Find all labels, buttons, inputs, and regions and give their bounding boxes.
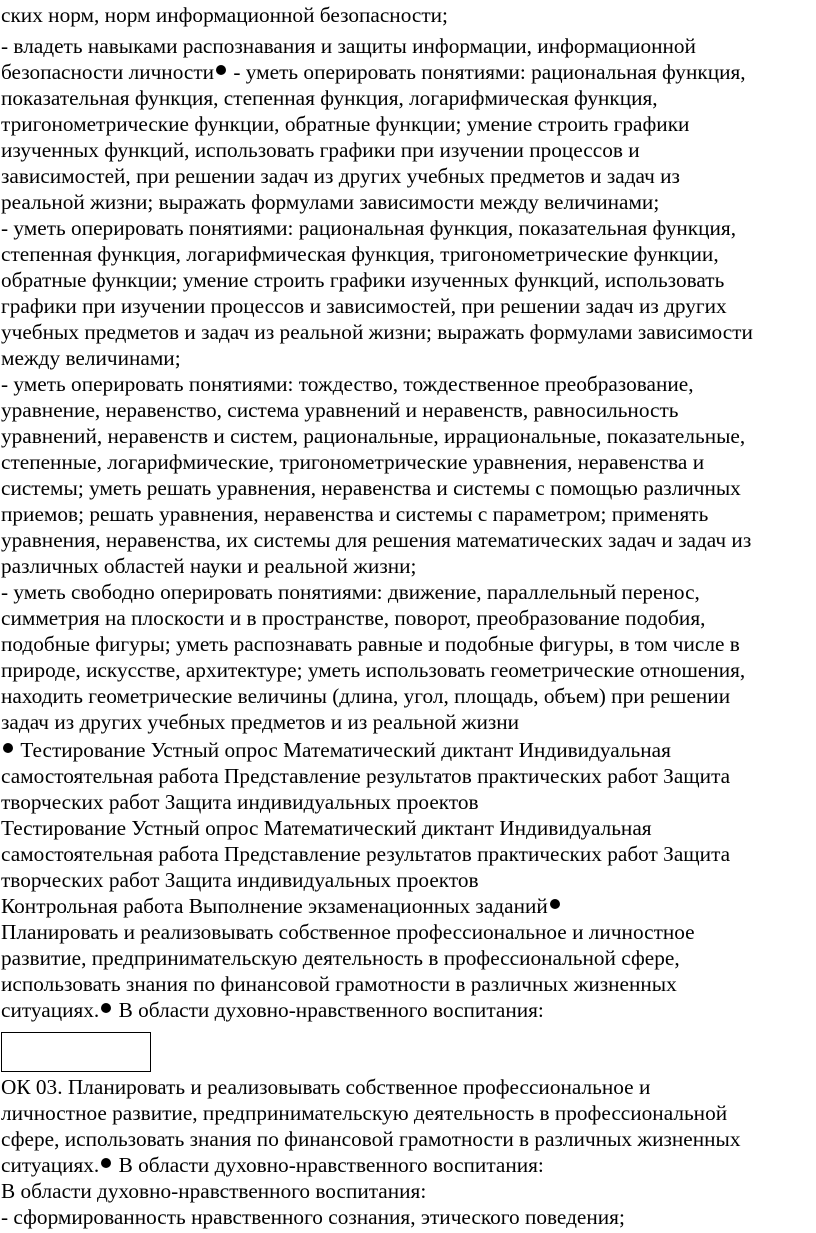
text-segment: ситуациях.: [1, 1153, 100, 1177]
text-line: - уметь оперировать понятиями: тождество, тождественное преобразование,: [1, 372, 694, 396]
text-line: подобные фигуры; уметь распознавать равные и подобные фигуры, в том числе в: [1, 632, 740, 656]
text-line: степенные, логарифмические, тригонометрические уравнения, неравенства и: [1, 450, 705, 474]
bullet-icon: [3, 743, 13, 753]
text-segment: ситуациях.: [1, 998, 100, 1022]
text-line: [1, 59, 746, 85]
text-line: приемов; решать уравнения, неравенства и системы с параметром; применять: [1, 502, 709, 526]
text-line: использовать знания по финансовой грамотности в различных жизненных: [1, 972, 677, 996]
text-line: - уметь оперировать понятиями: рациональная функция, показательная функция,: [1, 216, 737, 240]
text-line: изученных функций, использовать графики при изучении процессов и: [1, 138, 640, 162]
text-line: - уметь свободно оперировать понятиями: движение, параллельный перенос,: [1, 580, 700, 604]
text-line: самостоятельная работа Представление результатов практических работ Защита: [1, 764, 731, 788]
text-line: учебных предметов и задач из реальной жизни; выражать формулами зависимости: [1, 320, 753, 344]
bullet-icon: [101, 1158, 111, 1168]
bullet-icon: [216, 65, 226, 75]
text-line: творческих работ Защита индивидуальных проектов: [1, 868, 479, 892]
text-segment: - уметь оперировать понятиями: рациональная функция,: [228, 60, 746, 84]
text-line: развитие, предпринимательскую деятельность в профессиональной сфере,: [1, 946, 680, 970]
text-line: - владеть навыками распознавания и защиты информации, информационной: [1, 34, 696, 58]
text-line: Планировать и реализовывать собственное профессиональное и личностное: [1, 920, 695, 944]
text-segment: безопасности личности: [1, 60, 215, 84]
bullet-icon: [101, 1003, 111, 1013]
text-line: степенная функция, логарифмическая функция, тригонометрические функции,: [1, 242, 719, 266]
text-line: природе, искусстве, архитектуре; уметь использовать геометрические отношения,: [1, 658, 746, 682]
text-segment: Контрольная работа Выполнение экзаменационных заданий: [1, 894, 548, 918]
text-line: задач из других учебных предметов и из реальной жизни: [1, 710, 520, 734]
bullet-icon: [550, 899, 560, 909]
text-line: симметрия на плоскости и в пространстве, поворот, преобразование подобия,: [1, 606, 706, 630]
text-line: уравнений, неравенств и систем, рациональные, иррациональные, показательные,: [1, 424, 746, 448]
text-line: творческих работ Защита индивидуальных проектов: [1, 790, 479, 814]
text-line: реальной жизни; выражать формулами зависимости между величинами;: [1, 190, 660, 214]
text-line: личностное развитие, предпринимательскую деятельность в профессиональной: [1, 1101, 728, 1125]
empty-table-cell: [1, 1032, 151, 1072]
text-segment: В области духовно-нравственного воспитания:: [113, 998, 544, 1022]
text-line: показательная функция, степенная функция, логарифмическая функция,: [1, 86, 658, 110]
text-line: [1, 737, 671, 763]
text-line: В области духовно-нравственного воспитания:: [1, 1179, 427, 1203]
text-line: ОК 03. Планировать и реализовывать собственное профессиональное и: [1, 1075, 651, 1099]
text-line: ских норм, норм информационной безопасности;: [1, 3, 448, 27]
text-line: [1, 997, 544, 1023]
text-line: различных областей науки и реальной жизни;: [1, 554, 417, 578]
text-line: системы; уметь решать уравнения, неравенства и системы с помощью различных: [1, 476, 741, 500]
text-line: графики при изучении процессов и зависимостей, при решении задач из других: [1, 294, 727, 318]
text-line: обратные функции; умение строить графики изученных функций, использовать: [1, 268, 725, 292]
text-line: самостоятельная работа Представление результатов практических работ Защита: [1, 842, 731, 866]
text-line: сфере, использовать знания по финансовой грамотности в различных жизненных: [1, 1127, 741, 1151]
text-line: Тестирование Устный опрос Математический диктант Индивидуальная: [1, 816, 652, 840]
text-line: уравнения, неравенства, их системы для решения математических задач и задач из: [1, 528, 752, 552]
text-line: [1, 1152, 544, 1178]
text-line: находить геометрические величины (длина, угол, площадь, объем) при решении: [1, 684, 731, 708]
text-line: уравнение, неравенство, система уравнений и неравенств, равносильность: [1, 398, 679, 422]
text-line: - сформированность нравственного сознания, этического поведения;: [1, 1205, 625, 1229]
text-line: тригонометрические функции, обратные функции; умение строить графики: [1, 112, 690, 136]
text-line: [1, 893, 562, 919]
text-line: между величинами;: [1, 346, 181, 370]
text-line: зависимостей, при решении задач из других учебных предметов и задач из: [1, 164, 680, 188]
text-segment: Тестирование Устный опрос Математический диктант Индивидуальная: [15, 738, 671, 762]
text-segment: В области духовно-нравственного воспитания:: [113, 1153, 544, 1177]
